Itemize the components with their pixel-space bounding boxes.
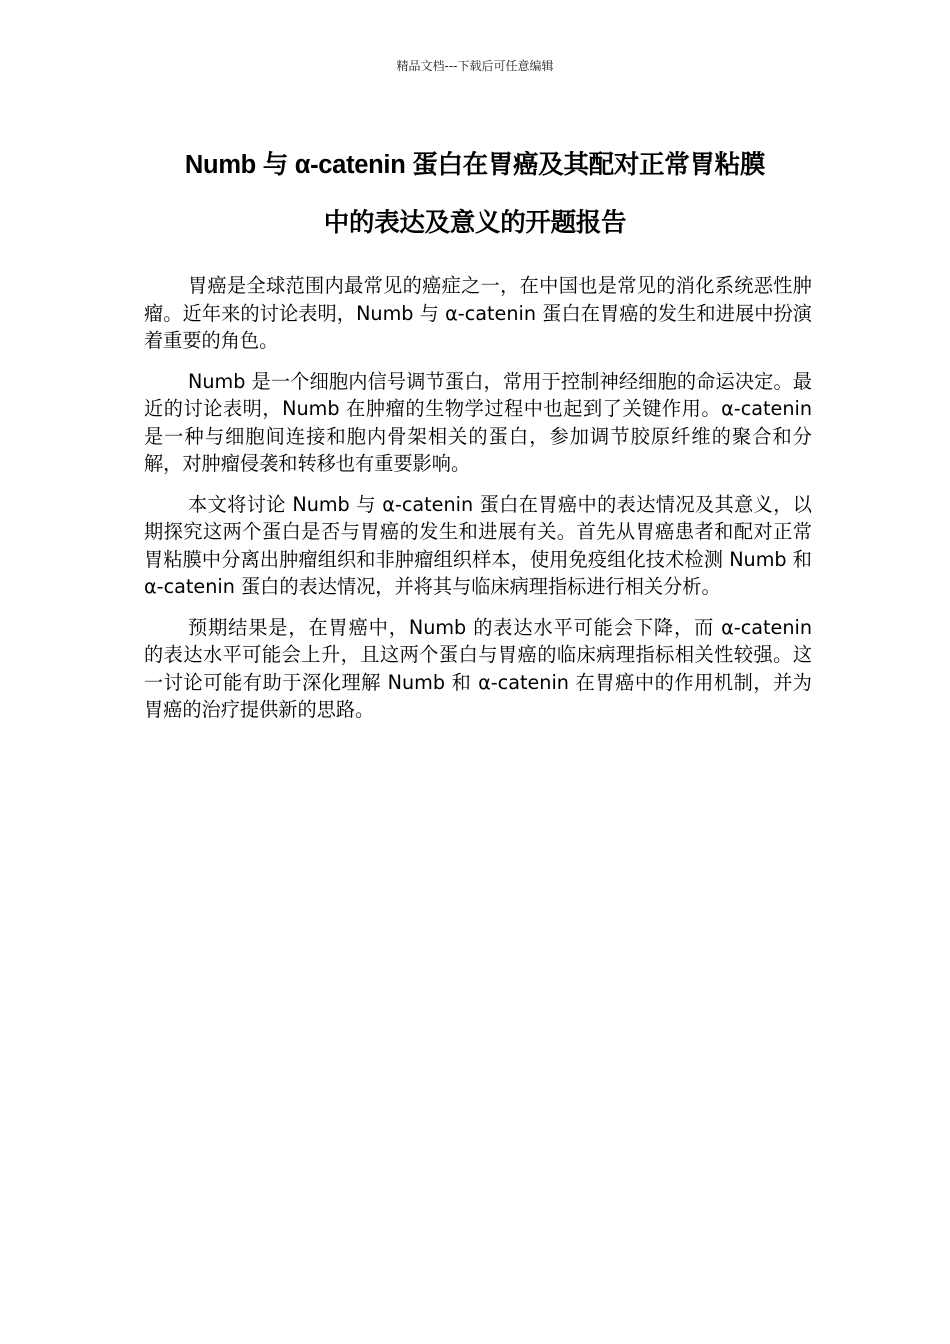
paragraph-expected-results: 预期结果是，在胃癌中，Numb 的表达水平可能会下降，而 α-catenin 的表达水平可能会上升，且这两个蛋白与胃癌的临床病理指标相关性较强。这一讨论可能有助于深化理解 Numb 和 α-catenin 在胃癌中的作用机制，并为胃癌的治疗提供新的思路。	[144, 615, 812, 721]
paragraph-intro: 胃癌是全球范围内最常见的癌症之一，在中国也是常见的消化系统恶性肿瘤。近年来的讨论表明，Numb 与 α-catenin 蛋白在胃癌的发生和进展中扮演着重要的角色。	[144, 274, 812, 352]
paragraph-background: Numb 是一个细胞内信号调节蛋白，常用于控制神经细胞的命运决定。最近的讨论表明，Numb 在肿瘤的生物学过程中也起到了关键作用。α-catenin 是一种与细胞间连接和胞内骨架相关的蛋白，参加调节胶原纤维的聚合和分解，对肿瘤侵袭和转移也有重要影响。	[144, 369, 812, 475]
document-body	[144, 272, 812, 737]
document-title	[120, 136, 830, 252]
header-note: 精品文档---下载后可任意编辑	[396, 59, 554, 73]
paragraph-methods: 本文将讨论 Numb 与 α-catenin 蛋白在胃癌中的表达情况及其意义，以期探究这两个蛋白是否与胃癌的发生和进展有关。首先从胃癌患者和配对正常胃粘膜中分离出肿瘤组织和非肿瘤组织样本，使用免疫组化技术检测 Numb 和 α-catenin 蛋白的表达情况，并将其与临床病理指标进行相关分析。	[144, 492, 812, 598]
title-line-1: Numb 与 α-catenin 蛋白在胃癌及其配对正常胃粘膜	[184, 151, 766, 179]
title-line-2: 中的表达及意义的开题报告	[323, 209, 627, 237]
